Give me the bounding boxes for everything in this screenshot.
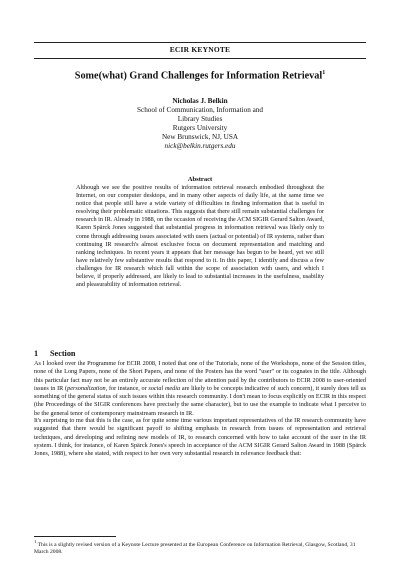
paragraph-1-part-3: are likely to be concepts indicative of such concern), it surely does tell us something of the general status of such issues within this research community. I don't mean to focus explicitly on ECIR in this respect (the Proceedings of the SIGIR conferences have precisely the same character), but to use the example to indicate what I perceive to be the general tenor of contemporary mainstream research in IR. <box>34 384 366 417</box>
keynote-label: ECIR KEYNOTE <box>169 45 231 54</box>
section-paragraph-1 <box>34 360 366 418</box>
author-institution: Rutgers University <box>172 124 228 132</box>
footnote <box>34 538 366 557</box>
paragraph-1-emphasis-personalization: personalization <box>67 384 106 392</box>
paragraph-1-emphasis-social-media: social media <box>148 384 181 392</box>
footnote-text: This is a slightly revised version of a Keynote Lecture presented at the European Conference on Information Retrieval, Glasgow, Scotland, 31 March 2008. <box>34 541 356 556</box>
paragraph-1-part-2: , for instance, or <box>105 384 149 392</box>
title-footnote-mark: 1 <box>322 70 326 76</box>
paragraph-2-text: It's surprising to me that this is the case, as for quite some time various important representatives of the IR research community have suggested that there would be significant payoff to shifting emphasis in research from issues of representation and retrieval techniques, and developing and refining new models of IR, to research concerned with how to take account of the user in the IR system. I think, for instance, of Karen Spärck Jones's speech in acceptance of the ACM SIGIR Gerard Salton Award in 1988 (Spärck Jones, 1988), where she stated, with respect to her own very substantial research in relevance feedback that: <box>34 417 366 457</box>
paragraph-1-text <box>34 360 366 418</box>
paragraph-1-part-1: As I looked over the Programme for ECIR 2008, I noted that one of the Tutorials, none of the Workshops, none of the Session titles, none of the Long Papers, none of the Short Papers, and none of the Posters has the word "user" or its cognates in the title. Although this particular fact may not be an entirely accurate reflection of the attention paid by the contributors to ECIR 2008 to user-oriented issues in IR ( <box>34 360 366 392</box>
abstract-text: Although we see the positive results of information retrieval research embodied throughout the Internet, on our computer desktops, and in many other aspects of daily life, at the same time we notice that people still have a wide variety of difficulties in finding information that is useful in resolving their problematic situations. This suggests that there still remain substantial challenges for research in IR. Already in 1988, on the occasion of receiving the ACM SIGIR Gerard Salton Award, Karen Spärck Jones suggested that substantial progress in information retrieval was likely only to come through addressing issues associated with users (actual or potential) of IR systems, rather than continuing IR research's almost exclusive focus on document representation and matching and ranking techniques. In recent years it appears that her message has begun to be heard, yet we still have relatively few substantive results that respond to it. In this paper, I identify and discuss a few challenges for IR research which fall within the scope of association with users, and which I believe, if properly addressed, are likely to lead to substantial increases in the usefulness, usability and pleasurability of information retrieval. <box>76 184 324 289</box>
header-rule-bottom <box>34 58 366 59</box>
section-number: 1 <box>34 349 39 358</box>
abstract-body <box>76 184 324 289</box>
footnote-rule <box>34 536 116 537</box>
author-name: Nicholas J. Belkin <box>172 97 228 105</box>
paper-title-text: Some(what) Grand Challenges for Information Retrieval <box>74 70 323 82</box>
paper-title <box>0 70 400 81</box>
abstract-heading: Abstract <box>187 176 213 183</box>
author-email: nick@belkin.rutgers.edu <box>164 142 236 150</box>
section-heading <box>34 349 75 358</box>
author-affiliation-line1: School of Communication, Information and <box>137 106 263 114</box>
section-paragraph-2 <box>34 417 366 458</box>
section-title: Section <box>50 349 76 358</box>
author-location: New Brunswick, NJ, USA <box>161 133 239 141</box>
header-rule-top <box>34 42 366 43</box>
footnote-mark: 1 <box>34 539 37 544</box>
author-block <box>0 97 400 151</box>
author-affiliation-line2: Library Studies <box>177 115 223 123</box>
